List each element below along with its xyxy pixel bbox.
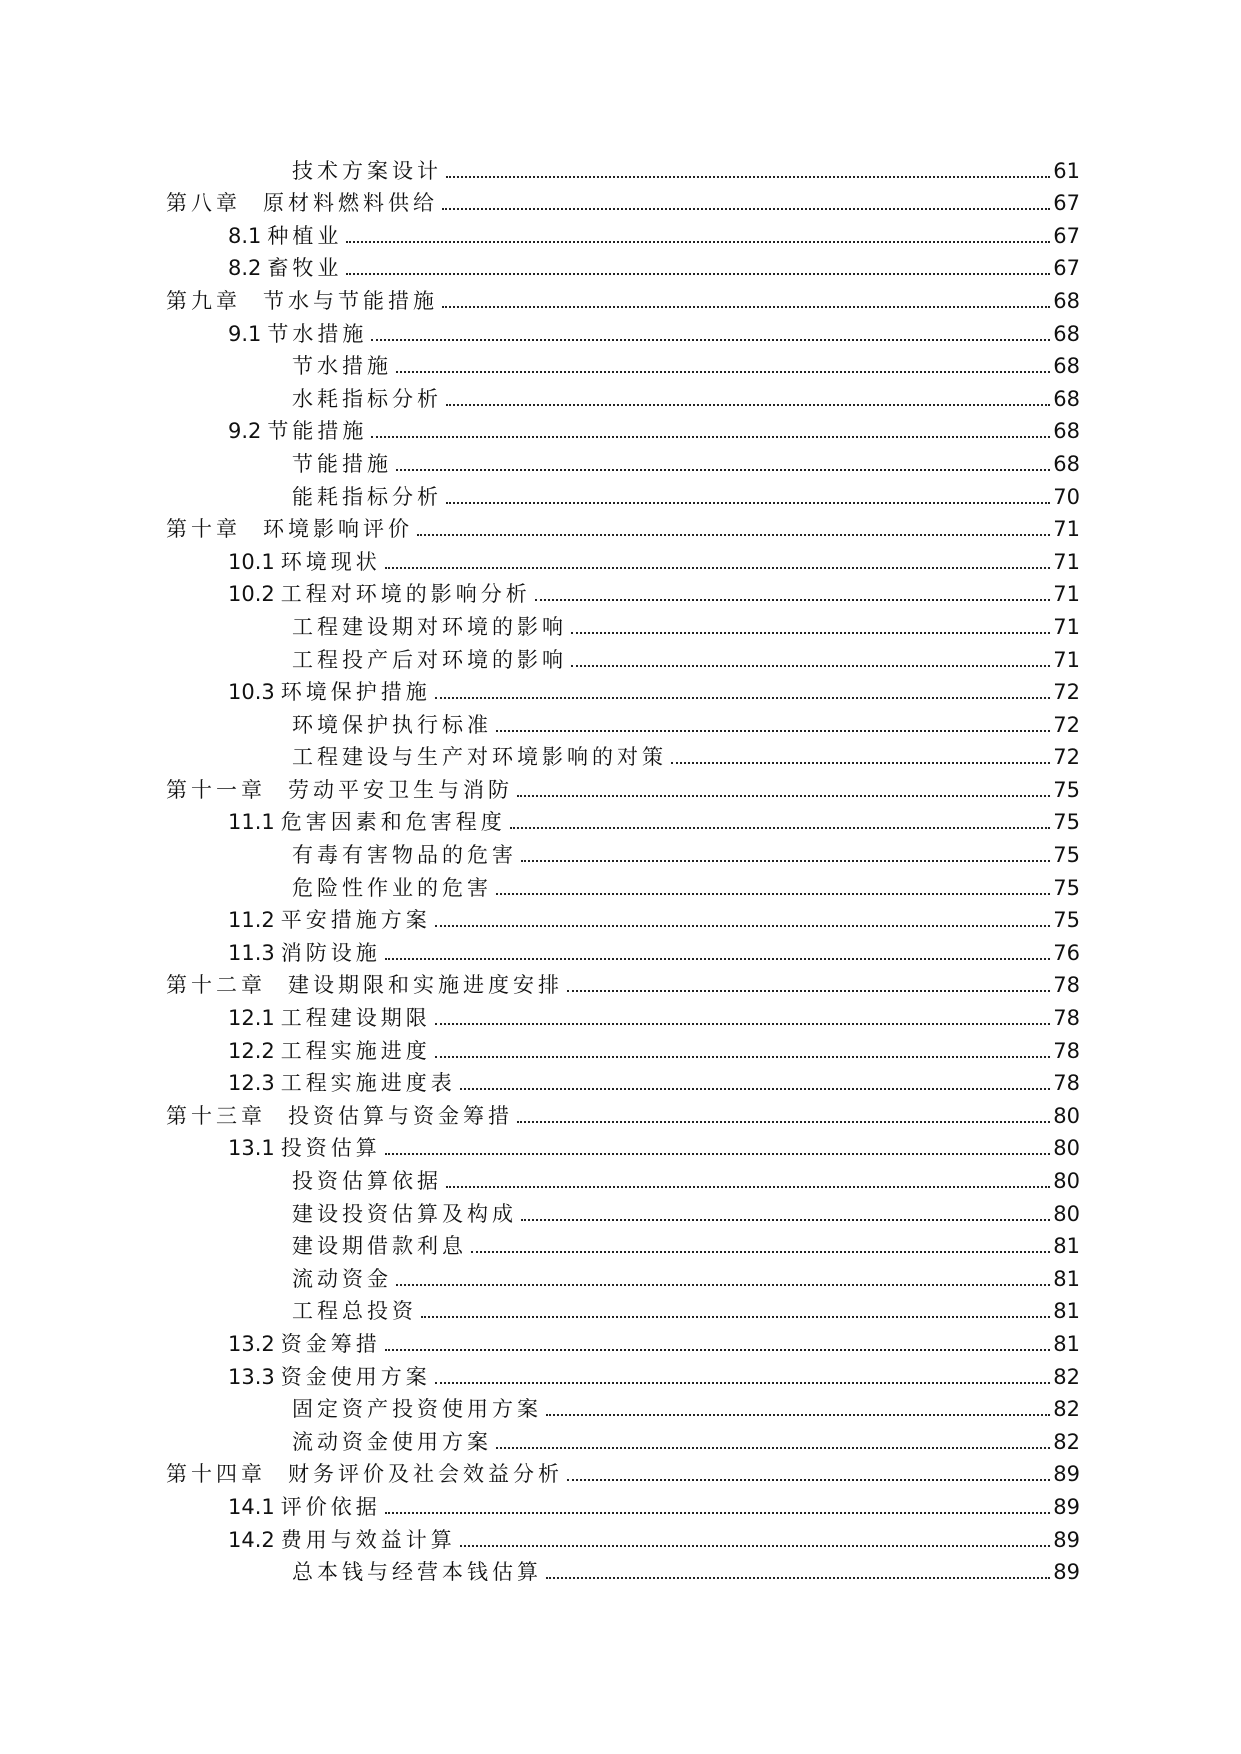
- dot-leader: [571, 665, 1050, 667]
- toc-page-number: 76: [1053, 940, 1080, 965]
- toc-entry-number: 14.1: [228, 1494, 275, 1519]
- toc-page-number: 81: [1053, 1266, 1080, 1291]
- toc-page-number: 72: [1053, 745, 1080, 770]
- toc-page-number: 82: [1053, 1364, 1080, 1389]
- toc-page-number: 80: [1053, 1201, 1080, 1226]
- toc-subsection-entry[interactable]: [166, 1194, 1080, 1227]
- toc-entry-number: 8.1: [228, 223, 262, 248]
- toc-entry-title: 固定资产投资使用方案: [292, 1397, 542, 1422]
- dot-leader: [435, 1023, 1050, 1025]
- dot-leader: [446, 502, 1050, 504]
- dot-leader: [346, 241, 1050, 243]
- toc-entry-text: [166, 288, 1052, 314]
- toc-page-number: 78: [1053, 1071, 1080, 1096]
- toc-section-entry[interactable]: [166, 412, 1080, 445]
- toc-entry-title: 能耗指标分析: [292, 484, 442, 509]
- toc-entry-text: [292, 386, 1052, 412]
- toc-entry-text: [166, 516, 1052, 542]
- toc-page-number: 67: [1053, 223, 1080, 248]
- toc-entry-text: [228, 1331, 1052, 1357]
- toc-entry-text: [166, 777, 1052, 803]
- toc-entry-number: 13.3: [228, 1364, 275, 1389]
- dot-leader: [460, 1545, 1050, 1547]
- toc-section-entry[interactable]: [166, 803, 1080, 836]
- dot-leader: [371, 436, 1050, 438]
- toc-page-number: 82: [1053, 1429, 1080, 1454]
- dot-leader: [571, 632, 1050, 634]
- dot-leader: [385, 958, 1050, 960]
- toc-subsection-entry[interactable]: [166, 444, 1080, 477]
- dot-leader: [346, 273, 1050, 275]
- toc-entry-title: 建设投资估算及构成: [292, 1201, 517, 1226]
- toc-entry-text: [228, 940, 1052, 966]
- dot-leader: [517, 795, 1050, 797]
- dot-leader: [421, 1316, 1050, 1318]
- toc-entry-number: 12.2: [228, 1038, 275, 1063]
- toc-entry-number: 11.2: [228, 908, 275, 933]
- dot-leader: [435, 1382, 1050, 1384]
- toc-entry-text: [228, 549, 1052, 575]
- dot-leader: [385, 1349, 1050, 1351]
- dot-leader: [510, 827, 1050, 829]
- dot-leader: [546, 1577, 1050, 1579]
- toc-page-number: 71: [1053, 614, 1080, 639]
- toc-entry-title: 节水措施: [292, 354, 392, 379]
- toc-page-number: 81: [1053, 1234, 1080, 1259]
- dot-leader: [446, 404, 1050, 406]
- dot-leader: [442, 208, 1050, 210]
- toc-section-entry[interactable]: [166, 1520, 1080, 1553]
- toc-entry-title: 工程对环境的影响分析: [280, 582, 531, 607]
- toc-entry-text: [228, 321, 1052, 347]
- toc-subsection-entry[interactable]: [166, 477, 1080, 510]
- toc-section-entry[interactable]: [166, 542, 1080, 575]
- toc-subsection-entry[interactable]: [166, 705, 1080, 738]
- toc-section-entry[interactable]: [166, 314, 1080, 347]
- toc-entry-number: 11.3: [228, 940, 275, 965]
- toc-entry-title: 工程投产后对环境的影响: [292, 647, 567, 672]
- toc-entry-text: [228, 1135, 1052, 1161]
- toc-page-number: 89: [1053, 1527, 1080, 1552]
- toc-chapter-entry[interactable]: [166, 1455, 1080, 1488]
- toc-section-entry[interactable]: [166, 216, 1080, 249]
- toc-entry-number: 11.1: [228, 810, 275, 835]
- toc-entry-text: [292, 1168, 1052, 1194]
- toc-subsection-entry[interactable]: [166, 151, 1080, 184]
- toc-chapter-entry[interactable]: [166, 281, 1080, 314]
- dot-leader: [521, 1219, 1050, 1221]
- toc-entry-text: [228, 1364, 1052, 1390]
- toc-entry-number: 第八章: [166, 191, 241, 216]
- toc-page-number: 80: [1053, 1103, 1080, 1128]
- toc-entry-text: [166, 1103, 1052, 1129]
- dot-leader: [385, 567, 1050, 569]
- toc-section-entry[interactable]: [166, 1324, 1080, 1357]
- toc-entry-title: 流动资金使用方案: [292, 1429, 492, 1454]
- toc-page-number: 78: [1053, 1006, 1080, 1031]
- toc-entry-text: [228, 1005, 1052, 1031]
- toc-section-entry[interactable]: [166, 1129, 1080, 1162]
- toc-entry-text: [166, 972, 1052, 998]
- toc-page-number: 72: [1053, 680, 1080, 705]
- toc-entry-title: 建设期借款利息: [292, 1234, 467, 1259]
- toc-entry-text: [292, 647, 1052, 673]
- toc-page-number: 71: [1053, 517, 1080, 542]
- toc-entry-title: 工程建设期限: [280, 1006, 431, 1031]
- toc-entry-text: [292, 484, 1052, 510]
- toc-entry-text: [292, 353, 1052, 379]
- table-of-contents: [166, 151, 1080, 1585]
- toc-entry-title: 技术方案设计: [292, 158, 442, 183]
- toc-entry-title: 节水与节能措施: [263, 288, 438, 313]
- toc-entry-title: 工程建设期对环境的影响: [292, 614, 567, 639]
- dot-leader: [567, 1479, 1050, 1481]
- toc-chapter-entry[interactable]: [166, 510, 1080, 543]
- toc-entry-number: 10.2: [228, 582, 275, 607]
- dot-leader: [435, 1056, 1050, 1058]
- toc-subsection-entry[interactable]: [166, 1390, 1080, 1423]
- toc-entry-number: 第十二章: [166, 973, 266, 998]
- toc-entry-text: [292, 744, 1052, 770]
- toc-entry-title: 环境保护执行标准: [292, 712, 492, 737]
- toc-entry-title: 工程实施进度: [280, 1038, 431, 1063]
- toc-page-number: 82: [1053, 1397, 1080, 1422]
- toc-section-entry[interactable]: [166, 1357, 1080, 1390]
- toc-entry-number: 第十一章: [166, 777, 266, 802]
- toc-page-number: 68: [1053, 288, 1080, 313]
- toc-entry-title: 平安措施方案: [280, 908, 431, 933]
- toc-subsection-entry[interactable]: [166, 379, 1080, 412]
- toc-page-number: 68: [1053, 321, 1080, 346]
- toc-entry-title: 建设期限和实施进度安排: [288, 973, 563, 998]
- toc-page-number: 89: [1053, 1494, 1080, 1519]
- toc-subsection-entry[interactable]: [166, 1161, 1080, 1194]
- toc-entry-title: 环境保护措施: [280, 680, 431, 705]
- dot-leader: [396, 371, 1050, 373]
- toc-page-number: 80: [1053, 1169, 1080, 1193]
- toc-entry-title: 劳动平安卫生与消防: [288, 777, 513, 802]
- toc-page-number: 75: [1053, 843, 1080, 868]
- toc-entry-title: 资金使用方案: [280, 1364, 431, 1389]
- toc-entry-title: 节水措施: [267, 321, 368, 346]
- toc-entry-text: [228, 809, 1052, 835]
- dot-leader: [417, 534, 1050, 536]
- toc-page-number: 71: [1053, 549, 1080, 574]
- toc-page-number: 81: [1053, 1299, 1080, 1324]
- dot-leader: [546, 1414, 1050, 1416]
- dot-leader: [446, 1186, 1050, 1188]
- toc-entry-text: [228, 223, 1052, 249]
- toc-entry-number: 9.2: [228, 419, 262, 444]
- toc-entry-title: 节能措施: [267, 419, 368, 444]
- toc-subsection-entry[interactable]: [166, 347, 1080, 380]
- toc-entry-text: [228, 1038, 1052, 1064]
- toc-entry-title: 评价依据: [280, 1494, 381, 1519]
- toc-page-number: 71: [1053, 582, 1080, 607]
- toc-entry-number: 12.3: [228, 1071, 275, 1096]
- toc-entry-title: 节能措施: [292, 451, 392, 476]
- dot-leader: [435, 697, 1050, 699]
- toc-entry-text: [228, 1527, 1052, 1553]
- toc-page-number: 61: [1053, 158, 1080, 183]
- toc-entry-title: 环境现状: [280, 549, 381, 574]
- dot-leader: [396, 469, 1050, 471]
- toc-page-number: 75: [1053, 810, 1080, 835]
- dot-leader: [496, 1447, 1050, 1449]
- dot-leader: [446, 176, 1050, 178]
- toc-entry-title: 种植业: [267, 223, 343, 248]
- toc-subsection-entry[interactable]: [166, 738, 1080, 771]
- toc-page-number: 89: [1053, 1560, 1080, 1585]
- dot-leader: [496, 893, 1050, 895]
- toc-page-number: 68: [1053, 419, 1080, 444]
- toc-subsection-entry[interactable]: [166, 607, 1080, 640]
- toc-entry-title: 投资估算: [280, 1136, 381, 1161]
- toc-section-entry[interactable]: [166, 1031, 1080, 1064]
- toc-entry-text: [292, 1233, 1052, 1259]
- toc-entry-text: [228, 255, 1052, 281]
- toc-entry-text: [292, 842, 1052, 868]
- toc-entry-title: 资金筹措: [280, 1331, 381, 1356]
- dot-leader: [535, 599, 1050, 601]
- toc-entry-number: 第九章: [166, 288, 241, 313]
- toc-page-number: 72: [1053, 712, 1080, 737]
- toc-entry-text: [292, 1396, 1052, 1422]
- toc-subsection-entry[interactable]: [166, 1292, 1080, 1325]
- toc-entry-number: 8.2: [228, 256, 262, 281]
- toc-entry-title: 环境影响评价: [263, 517, 413, 542]
- toc-page-number: 68: [1053, 451, 1080, 476]
- toc-entry-title: 费用与效益计算: [280, 1527, 456, 1552]
- toc-page-number: 89: [1053, 1462, 1080, 1487]
- toc-entry-text: [228, 1494, 1052, 1520]
- dot-leader: [471, 1251, 1050, 1253]
- toc-subsection-entry[interactable]: [166, 1259, 1080, 1292]
- toc-entry-number: 9.1: [228, 321, 262, 346]
- toc-entry-text: [292, 875, 1052, 901]
- toc-section-entry[interactable]: [166, 575, 1080, 608]
- toc-entry-title: 危险性作业的危害: [292, 875, 492, 900]
- toc-entry-text: [228, 418, 1052, 444]
- toc-page-number: 80: [1053, 1136, 1080, 1161]
- dot-leader: [671, 762, 1050, 764]
- toc-entry-number: 14.2: [228, 1527, 275, 1552]
- toc-entry-text: [292, 1559, 1052, 1585]
- toc-entry-text: [292, 1298, 1052, 1324]
- toc-page-number: 75: [1053, 908, 1080, 933]
- toc-page-number: 68: [1053, 386, 1080, 411]
- toc-entry-title: 工程总投资: [292, 1299, 417, 1324]
- toc-entry-title: 投资估算依据: [292, 1169, 442, 1193]
- dot-leader: [521, 860, 1050, 862]
- toc-entry-text: [166, 1461, 1052, 1487]
- dot-leader: [385, 1512, 1050, 1514]
- toc-subsection-entry[interactable]: [166, 868, 1080, 901]
- toc-chapter-entry[interactable]: [166, 966, 1080, 999]
- toc-section-entry[interactable]: [166, 1487, 1080, 1520]
- toc-entry-text: [166, 190, 1052, 216]
- toc-entry-number: 10.1: [228, 549, 275, 574]
- toc-entry-title: 水耗指标分析: [292, 386, 442, 411]
- toc-entry-text: [292, 712, 1052, 738]
- toc-page-number: 75: [1053, 875, 1080, 900]
- toc-section-entry[interactable]: [166, 901, 1080, 934]
- toc-chapter-entry[interactable]: [166, 1096, 1080, 1129]
- toc-entry-text: [228, 581, 1052, 607]
- toc-entry-title: 有毒有害物品的危害: [292, 843, 517, 868]
- toc-page-number: 75: [1053, 777, 1080, 802]
- dot-leader: [517, 1121, 1050, 1123]
- toc-chapter-entry[interactable]: [166, 184, 1080, 217]
- toc-section-entry[interactable]: [166, 933, 1080, 966]
- toc-entry-text: [228, 907, 1052, 933]
- dot-leader: [371, 339, 1050, 341]
- toc-page-number: 71: [1053, 647, 1080, 672]
- toc-entry-number: 13.2: [228, 1331, 275, 1356]
- toc-page-number: 67: [1053, 191, 1080, 216]
- toc-entry-text: [228, 679, 1052, 705]
- toc-entry-title: 畜牧业: [267, 256, 343, 281]
- toc-page-number: 68: [1053, 354, 1080, 379]
- dot-leader: [385, 1153, 1050, 1155]
- toc-entry-number: 第十三章: [166, 1103, 266, 1128]
- toc-entry-title: 投资估算与资金筹措: [288, 1103, 513, 1128]
- toc-entry-number: 第十章: [166, 517, 241, 542]
- dot-leader: [435, 925, 1050, 927]
- toc-entry-number: 第十四章: [166, 1462, 266, 1487]
- toc-subsection-entry[interactable]: [166, 1227, 1080, 1260]
- toc-entry-title: 工程实施进度表: [280, 1071, 456, 1096]
- toc-section-entry[interactable]: [166, 1064, 1080, 1097]
- toc-page-number: 81: [1053, 1331, 1080, 1356]
- dot-leader: [442, 306, 1050, 308]
- toc-subsection-entry[interactable]: [166, 1553, 1080, 1586]
- toc-subsection-entry[interactable]: [166, 640, 1080, 673]
- toc-page-number: 70: [1053, 484, 1080, 509]
- toc-entry-text: [292, 158, 1052, 184]
- toc-entry-title: 总本钱与经营本钱估算: [292, 1560, 542, 1585]
- toc-entry-number: 13.1: [228, 1136, 275, 1161]
- toc-entry-text: [292, 1201, 1052, 1227]
- toc-page-number: 78: [1053, 1038, 1080, 1063]
- dot-leader: [567, 990, 1050, 992]
- toc-section-entry[interactable]: [166, 998, 1080, 1031]
- toc-entry-title: 危害因素和危害程度: [280, 810, 506, 835]
- toc-entry-title: 财务评价及社会效益分析: [288, 1462, 563, 1487]
- toc-page-number: 67: [1053, 256, 1080, 281]
- dot-leader: [460, 1088, 1050, 1090]
- toc-entry-number: 10.3: [228, 680, 275, 705]
- toc-entry-text: [292, 451, 1052, 477]
- toc-entry-number: 12.1: [228, 1006, 275, 1031]
- toc-entry-text: [292, 614, 1052, 640]
- toc-section-entry[interactable]: [166, 249, 1080, 282]
- toc-entry-title: 流动资金: [292, 1266, 392, 1291]
- toc-entry-text: [292, 1429, 1052, 1455]
- toc-chapter-entry[interactable]: [166, 770, 1080, 803]
- toc-section-entry[interactable]: [166, 673, 1080, 706]
- dot-leader: [396, 1284, 1050, 1286]
- toc-subsection-entry[interactable]: [166, 835, 1080, 868]
- dot-leader: [496, 730, 1050, 732]
- toc-page-number: 78: [1053, 973, 1080, 998]
- toc-entry-text: [292, 1266, 1052, 1292]
- toc-entry-title: 原材料燃料供给: [263, 191, 438, 216]
- toc-entry-text: [228, 1070, 1052, 1096]
- toc-entry-title: 工程建设与生产对环境影响的对策: [292, 745, 667, 770]
- toc-entry-title: 消防设施: [280, 940, 381, 965]
- toc-subsection-entry[interactable]: [166, 1422, 1080, 1455]
